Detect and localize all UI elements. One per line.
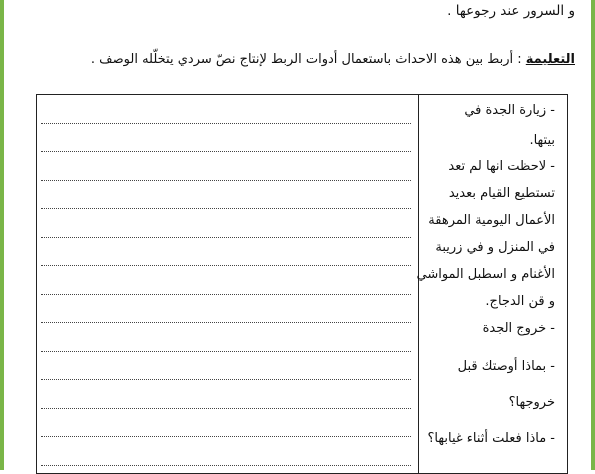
answer-line[interactable] — [41, 208, 411, 209]
event-line: - ماذا فعلت أثناء غيابها؟ — [427, 431, 555, 446]
answer-line[interactable] — [41, 322, 411, 323]
page-border-right — [591, 0, 595, 470]
page-border-left — [0, 0, 4, 470]
column-divider — [418, 95, 419, 473]
answer-line[interactable] — [41, 408, 411, 409]
event-line: خروجها؟ — [508, 395, 555, 410]
event-line: و قن الدجاج. — [485, 294, 555, 309]
answer-line[interactable] — [41, 436, 411, 437]
event-line: - بماذا أوصتك قبل — [457, 359, 555, 374]
event-line: في المنزل و في زريبة — [435, 240, 555, 255]
answer-line[interactable] — [41, 180, 411, 181]
event-line: الأعمال اليومية المرهقة — [428, 213, 555, 228]
answer-line[interactable] — [41, 351, 411, 352]
answer-line[interactable] — [41, 265, 411, 266]
event-line: تستطيع القيام بعديد — [448, 186, 555, 201]
event-line: - لاحظت انها لم تعد — [448, 159, 555, 174]
answer-table — [36, 94, 568, 474]
answer-line[interactable] — [41, 151, 411, 152]
answer-line[interactable] — [41, 465, 411, 466]
instruction — [15, 52, 575, 67]
answer-line[interactable] — [41, 237, 411, 238]
instruction-separator: : — [513, 52, 526, 67]
answer-line[interactable] — [41, 123, 411, 124]
answer-line[interactable] — [41, 294, 411, 295]
event-line: الأغنام و اسطبل المواشي — [416, 267, 555, 282]
instruction-text: أربط بين هذه الاحداث باستعمال أدوات الربط لإنتاج نصّ سردي يتخلّله الوصف . — [90, 52, 514, 67]
previous-text-line: و السرور عند رجوعها . — [447, 3, 575, 19]
instruction-label: التعليمة — [525, 52, 575, 67]
answer-line[interactable] — [41, 379, 411, 380]
event-line: بيتها. — [529, 133, 555, 148]
event-line: - زيارة الجدة في — [464, 103, 555, 118]
event-line: - خروج الجدة — [482, 321, 555, 336]
